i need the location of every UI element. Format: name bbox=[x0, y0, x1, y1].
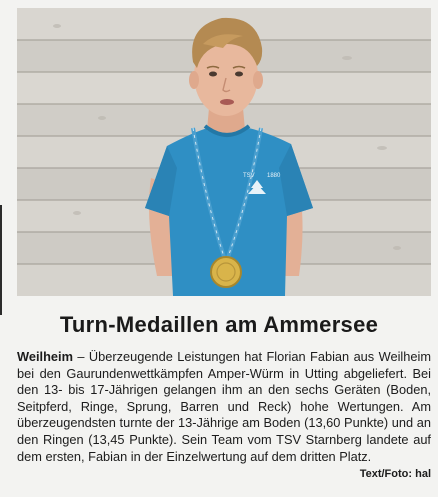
svg-text:1880: 1880 bbox=[267, 173, 281, 179]
article-text: – Überzeugende Leistungen hat Florian Fabian aus Weilheim bei den Gaurundenwettkämpfen Amper-Würm in Utting abgeliefert. Bei den 13- bis 17-Jährigen gelangen ihm an den sechs Geräten (Boden, Seitpferd, Ringe, Sprung, Barren und Reck) hohe Wertungen. Am überzeugendsten turnte der 13-Jährige am Boden (13,60 Punkte) und an den Ringen (13,45 Punkte). Sein Team vom TSV Starnberg landete auf dem ersten, Fabian in der Einzelwertung auf dem dritten Platz. bbox=[17, 349, 431, 464]
photo-illustration bbox=[17, 8, 431, 296]
article-body bbox=[17, 349, 431, 483]
article-photo bbox=[17, 8, 431, 296]
svg-text:TSV: TSV bbox=[243, 173, 255, 179]
dateline-place: Weilheim bbox=[17, 349, 73, 364]
column-rule bbox=[0, 205, 2, 315]
photo-credit: Text/Foto: hal bbox=[359, 468, 431, 481]
article-headline: Turn-Medaillen am Ammersee bbox=[59, 312, 379, 337]
